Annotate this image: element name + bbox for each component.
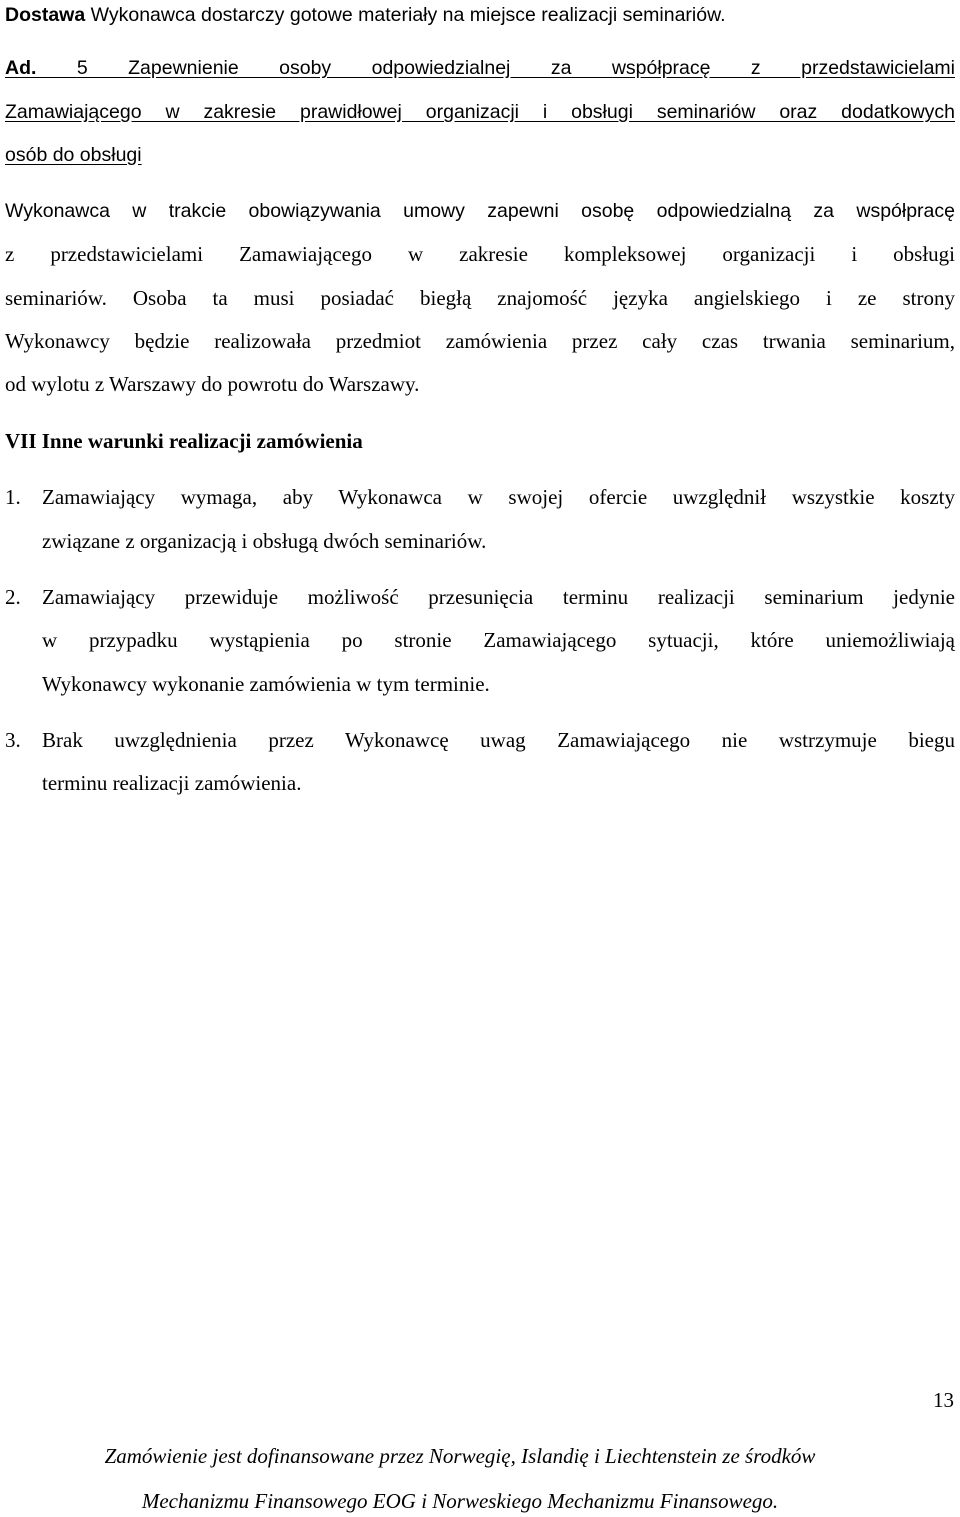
ad5-label: Ad. xyxy=(5,57,77,79)
condition-line: Brak uwzględnienia przez Wykonawcę uwag Zamawiającego nie wstrzymuje biegu xyxy=(42,728,955,752)
condition-line: w przypadku wystąpienia po stronie Zamawiającego sytuacji, które uniemożliwiają xyxy=(42,628,955,652)
page-number: 13 xyxy=(933,1388,954,1412)
condition-number: 1. xyxy=(5,485,21,509)
body-line-4: Wykonawcy będzie realizowała przedmiot zamówienia przez cały czas trwania seminarium, xyxy=(5,329,955,353)
condition-number: 3. xyxy=(5,728,21,752)
footer-line-2: Mechanizmu Finansowego EOG i Norweskiego Mechanizmu Finansowego. xyxy=(141,1489,779,1513)
ad5-text-1: 5 Zapewnienie osoby odpowiedzialnej za współpracę z przedstawicielami xyxy=(76,57,955,79)
condition-number: 2. xyxy=(5,585,21,609)
condition-line: związane z organizacją i obsługą dwóch seminariów. xyxy=(42,529,487,553)
section-heading: VII Inne warunki realizacji zamówienia xyxy=(5,429,363,453)
condition-line: Zamawiający przewiduje możliwość przesunięcia terminu realizacji seminarium jedynie xyxy=(42,585,955,609)
body-line-1: Wykonawca w trakcie obowiązywania umowy zapewni osobę odpowiedzialną za współpracę xyxy=(5,200,955,222)
delivery-text: Wykonawca dostarczy gotowe materiały na miejsce realizacji seminariów. xyxy=(85,4,726,26)
condition-line: Wykonawcy wykonanie zamówienia w tym terminie. xyxy=(42,672,490,696)
ad5-line-2: Zamawiającego w zakresie prawidłowej organizacji i obsługi seminariów oraz dodatkowych xyxy=(5,101,955,123)
ad5-line-3: osób do obsługi xyxy=(5,144,142,166)
body-line-3: seminariów. Osoba ta musi posiadać biegłą znajomość języka angielskiego i ze strony xyxy=(5,286,955,310)
body-line-5: od wylotu z Warszawy do powrotu do Warszawy. xyxy=(5,372,420,396)
delivery-line xyxy=(5,3,955,27)
footer-line-1: Zamówienie jest dofinansowane przez Norwegię, Islandię i Liechtenstein ze środków xyxy=(104,1444,816,1468)
ad5-line-1 xyxy=(5,56,955,80)
condition-line: terminu realizacji zamówienia. xyxy=(42,771,302,795)
body-line-2: z przedstawicielami Zamawiającego w zakresie kompleksowej organizacji i obsługi xyxy=(5,242,955,266)
condition-line: Zamawiający wymaga, aby Wykonawca w swojej ofercie uwzględnił wszystkie koszty xyxy=(42,485,955,509)
delivery-label: Dostawa xyxy=(5,4,86,26)
